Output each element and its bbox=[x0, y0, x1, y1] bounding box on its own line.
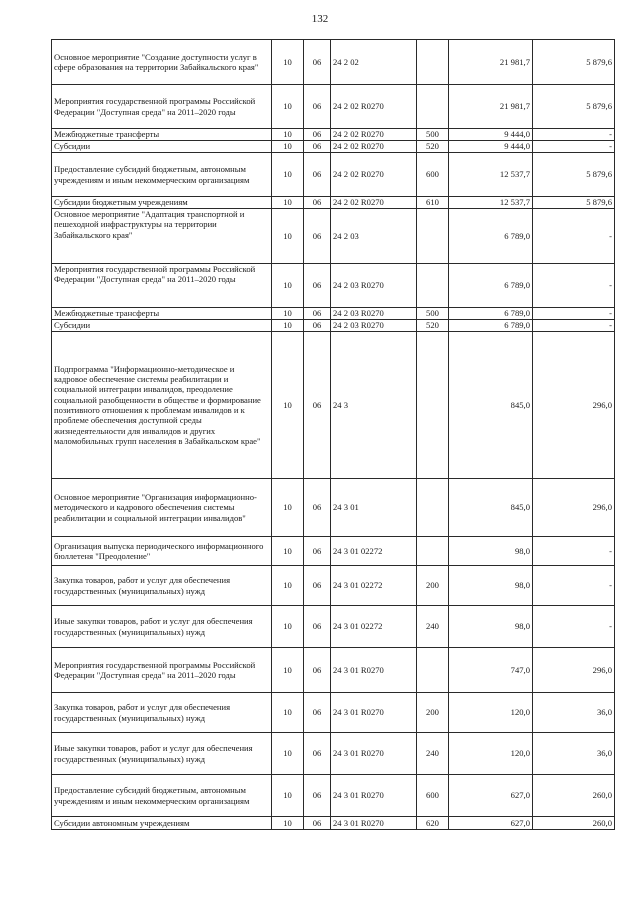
row-section: 10 bbox=[272, 264, 304, 308]
table-row bbox=[52, 209, 615, 264]
row-amount-1: 747,0 bbox=[449, 648, 533, 693]
table-row bbox=[52, 320, 615, 332]
row-target-code: 24 2 02 R0270 bbox=[331, 129, 417, 141]
row-amount-1: 21 981,7 bbox=[449, 85, 533, 129]
row-amount-1: 627,0 bbox=[449, 817, 533, 830]
row-target-code: 24 3 01 02272 bbox=[331, 606, 417, 648]
table-row bbox=[52, 479, 615, 537]
row-amount-2: 5 879,6 bbox=[533, 153, 615, 197]
table-row bbox=[52, 817, 615, 830]
row-amount-2: 36,0 bbox=[533, 733, 615, 775]
row-amount-1: 120,0 bbox=[449, 733, 533, 775]
table-row bbox=[52, 264, 615, 308]
row-amount-1: 9 444,0 bbox=[449, 129, 533, 141]
row-section: 10 bbox=[272, 209, 304, 264]
row-expense-type: 610 bbox=[417, 197, 449, 209]
row-target-code: 24 3 01 R0270 bbox=[331, 733, 417, 775]
row-amount-2: - bbox=[533, 606, 615, 648]
row-amount-2: - bbox=[533, 209, 615, 264]
row-subsection: 06 bbox=[304, 197, 331, 209]
page-number: 132 bbox=[311, 13, 329, 25]
row-subsection: 06 bbox=[304, 817, 331, 830]
row-subsection: 06 bbox=[304, 693, 331, 733]
row-target-code: 24 2 02 R0270 bbox=[331, 197, 417, 209]
row-target-code: 24 3 01 02272 bbox=[331, 537, 417, 566]
row-subsection: 06 bbox=[304, 479, 331, 537]
row-name: Предоставление субсидий бюджетным, автономным учреждениям и иным некоммерческим организациям bbox=[52, 153, 272, 197]
row-amount-1: 845,0 bbox=[449, 479, 533, 537]
table-row bbox=[52, 197, 615, 209]
table-row bbox=[52, 153, 615, 197]
table-row bbox=[52, 332, 615, 479]
row-subsection: 06 bbox=[304, 537, 331, 566]
row-amount-1: 6 789,0 bbox=[449, 264, 533, 308]
row-amount-1: 6 789,0 bbox=[449, 308, 533, 320]
row-expense-type: 520 bbox=[417, 141, 449, 153]
row-target-code: 24 3 01 02272 bbox=[331, 566, 417, 606]
row-name: Иные закупки товаров, работ и услуг для обеспечения государственных (муниципальных) нужд bbox=[52, 733, 272, 775]
table-row bbox=[52, 648, 615, 693]
row-target-code: 24 2 02 R0270 bbox=[331, 85, 417, 129]
row-amount-1: 98,0 bbox=[449, 537, 533, 566]
row-subsection: 06 bbox=[304, 129, 331, 141]
table-row bbox=[52, 693, 615, 733]
row-expense-type: 620 bbox=[417, 817, 449, 830]
row-subsection: 06 bbox=[304, 264, 331, 308]
row-expense-type: 500 bbox=[417, 308, 449, 320]
row-subsection: 06 bbox=[304, 141, 331, 153]
table-row bbox=[52, 85, 615, 129]
row-amount-1: 98,0 bbox=[449, 566, 533, 606]
table-row bbox=[52, 566, 615, 606]
row-section: 10 bbox=[272, 141, 304, 153]
row-section: 10 bbox=[272, 693, 304, 733]
row-name: Закупка товаров, работ и услуг для обеспечения государственных (муниципальных) нужд bbox=[52, 566, 272, 606]
row-name: Закупка товаров, работ и услуг для обеспечения государственных (муниципальных) нужд bbox=[52, 693, 272, 733]
row-amount-1: 845,0 bbox=[449, 332, 533, 479]
row-section: 10 bbox=[272, 153, 304, 197]
row-amount-1: 98,0 bbox=[449, 606, 533, 648]
row-target-code: 24 2 02 R0270 bbox=[331, 153, 417, 197]
row-expense-type bbox=[417, 479, 449, 537]
row-expense-type bbox=[417, 40, 449, 85]
row-section: 10 bbox=[272, 85, 304, 129]
row-section: 10 bbox=[272, 40, 304, 85]
row-name: Мероприятия государственной программы Российской Федерации "Доступная среда" на 2011–2020 годы bbox=[52, 648, 272, 693]
row-target-code: 24 2 02 R0270 bbox=[331, 141, 417, 153]
row-amount-2: 5 879,6 bbox=[533, 40, 615, 85]
row-subsection: 06 bbox=[304, 606, 331, 648]
row-amount-2: - bbox=[533, 308, 615, 320]
table-row bbox=[52, 733, 615, 775]
row-name: Субсидии bbox=[52, 141, 272, 153]
row-target-code: 24 3 01 R0270 bbox=[331, 775, 417, 817]
row-subsection: 06 bbox=[304, 332, 331, 479]
row-amount-2: - bbox=[533, 141, 615, 153]
row-amount-2: 5 879,6 bbox=[533, 85, 615, 129]
row-subsection: 06 bbox=[304, 648, 331, 693]
row-expense-type: 500 bbox=[417, 129, 449, 141]
row-section: 10 bbox=[272, 479, 304, 537]
row-amount-1: 12 537,7 bbox=[449, 197, 533, 209]
row-target-code: 24 2 03 R0270 bbox=[331, 264, 417, 308]
row-name: Основное мероприятие "Организация информационно-методического и кадрового обеспечения системы реабилитации и социальной интеграции инвалидов" bbox=[52, 479, 272, 537]
row-amount-1: 21 981,7 bbox=[449, 40, 533, 85]
row-amount-1: 627,0 bbox=[449, 775, 533, 817]
row-expense-type: 520 bbox=[417, 320, 449, 332]
row-expense-type: 600 bbox=[417, 153, 449, 197]
row-target-code: 24 2 03 bbox=[331, 209, 417, 264]
row-section: 10 bbox=[272, 817, 304, 830]
row-name: Субсидии автономным учреждениям bbox=[52, 817, 272, 830]
row-amount-2: - bbox=[533, 320, 615, 332]
row-expense-type bbox=[417, 648, 449, 693]
row-amount-2: 296,0 bbox=[533, 648, 615, 693]
table-row bbox=[52, 129, 615, 141]
row-section: 10 bbox=[272, 320, 304, 332]
row-expense-type bbox=[417, 332, 449, 479]
row-amount-2: 260,0 bbox=[533, 775, 615, 817]
row-section: 10 bbox=[272, 308, 304, 320]
row-amount-1: 6 789,0 bbox=[449, 320, 533, 332]
row-section: 10 bbox=[272, 197, 304, 209]
row-subsection: 06 bbox=[304, 733, 331, 775]
row-subsection: 06 bbox=[304, 775, 331, 817]
row-section: 10 bbox=[272, 733, 304, 775]
row-expense-type bbox=[417, 264, 449, 308]
table-row bbox=[52, 537, 615, 566]
row-name: Межбюджетные трансферты bbox=[52, 129, 272, 141]
row-target-code: 24 3 01 R0270 bbox=[331, 817, 417, 830]
row-subsection: 06 bbox=[304, 85, 331, 129]
row-amount-2: - bbox=[533, 264, 615, 308]
row-amount-1: 120,0 bbox=[449, 693, 533, 733]
row-expense-type: 200 bbox=[417, 566, 449, 606]
row-expense-type: 240 bbox=[417, 606, 449, 648]
row-name: Предоставление субсидий бюджетным, автономным учреждениям и иным некоммерческим организациям bbox=[52, 775, 272, 817]
table-row bbox=[52, 141, 615, 153]
row-amount-2: 296,0 bbox=[533, 479, 615, 537]
row-expense-type: 200 bbox=[417, 693, 449, 733]
row-section: 10 bbox=[272, 566, 304, 606]
row-name: Мероприятия государственной программы Российской Федерации "Доступная среда" на 2011–2020 годы bbox=[52, 264, 272, 308]
row-section: 10 bbox=[272, 606, 304, 648]
row-section: 10 bbox=[272, 332, 304, 479]
row-amount-2: - bbox=[533, 537, 615, 566]
row-expense-type bbox=[417, 85, 449, 129]
row-target-code: 24 2 02 bbox=[331, 40, 417, 85]
row-section: 10 bbox=[272, 537, 304, 566]
row-name: Субсидии бюджетным учреждениям bbox=[52, 197, 272, 209]
row-section: 10 bbox=[272, 129, 304, 141]
row-subsection: 06 bbox=[304, 40, 331, 85]
row-expense-type bbox=[417, 537, 449, 566]
row-name: Подпрограмма "Информационно-методическое и кадровое обеспечение системы реабилитации и социальной интеграции инвалидов, преодоление социальной разобщенности в обществе и формирование позитивного отношения к проблемам инвалидов и к проблеме обеспечения доступной среды жизнедеятельности для инвалидов и других маломобильных групп населения в Забайкальском крае" bbox=[52, 332, 272, 479]
row-subsection: 06 bbox=[304, 566, 331, 606]
row-amount-2: 260,0 bbox=[533, 817, 615, 830]
row-amount-1: 6 789,0 bbox=[449, 209, 533, 264]
row-target-code: 24 3 01 R0270 bbox=[331, 648, 417, 693]
row-target-code: 24 2 03 R0270 bbox=[331, 320, 417, 332]
table-row bbox=[52, 606, 615, 648]
row-amount-1: 9 444,0 bbox=[449, 141, 533, 153]
row-target-code: 24 3 bbox=[331, 332, 417, 479]
row-subsection: 06 bbox=[304, 320, 331, 332]
row-name: Основное мероприятие "Адаптация транспортной и пешеходной инфраструктуры на территории Забайкальского края" bbox=[52, 209, 272, 264]
row-amount-2: 5 879,6 bbox=[533, 197, 615, 209]
row-expense-type: 600 bbox=[417, 775, 449, 817]
row-section: 10 bbox=[272, 775, 304, 817]
row-amount-2: 296,0 bbox=[533, 332, 615, 479]
table-row bbox=[52, 308, 615, 320]
budget-table bbox=[51, 39, 615, 830]
table-row bbox=[52, 40, 615, 85]
row-amount-2: 36,0 bbox=[533, 693, 615, 733]
row-target-code: 24 3 01 bbox=[331, 479, 417, 537]
row-target-code: 24 3 01 R0270 bbox=[331, 693, 417, 733]
row-amount-1: 12 537,7 bbox=[449, 153, 533, 197]
row-name: Основное мероприятие "Создание доступности услуг в сфере образования на территории Забайкальского края" bbox=[52, 40, 272, 85]
row-subsection: 06 bbox=[304, 209, 331, 264]
row-expense-type bbox=[417, 209, 449, 264]
row-name: Субсидии bbox=[52, 320, 272, 332]
row-section: 10 bbox=[272, 648, 304, 693]
row-name: Организация выпуска периодического информационного бюллетеня "Преодоление" bbox=[52, 537, 272, 566]
row-expense-type: 240 bbox=[417, 733, 449, 775]
row-subsection: 06 bbox=[304, 153, 331, 197]
row-amount-2: - bbox=[533, 566, 615, 606]
row-subsection: 06 bbox=[304, 308, 331, 320]
row-name: Мероприятия государственной программы Российской Федерации "Доступная среда" на 2011–2020 годы bbox=[52, 85, 272, 129]
row-name: Межбюджетные трансферты bbox=[52, 308, 272, 320]
row-target-code: 24 2 03 R0270 bbox=[331, 308, 417, 320]
table-row bbox=[52, 775, 615, 817]
row-amount-2: - bbox=[533, 129, 615, 141]
row-name: Иные закупки товаров, работ и услуг для обеспечения государственных (муниципальных) нужд bbox=[52, 606, 272, 648]
